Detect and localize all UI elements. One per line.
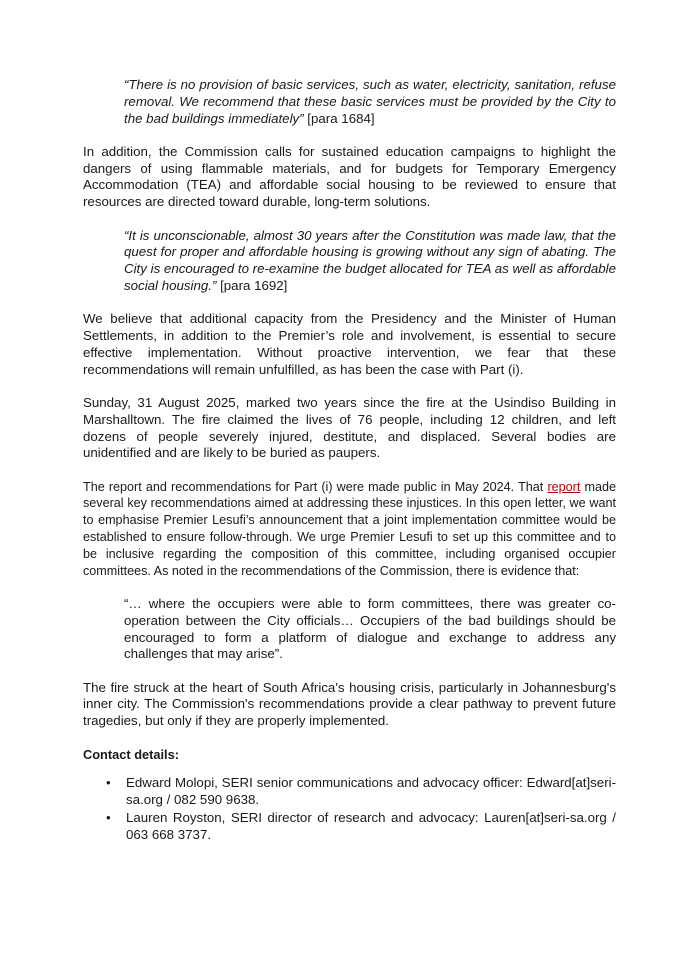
contact-text: Lauren Royston, SERI director of research and advocacy: Lauren[at]seri-sa.org / 063 668 3737. [126,809,616,842]
quote-text: “There is no provision of basic services, such as water, electricity, sanitation, refuse removal. We recommend that these basic services must be provided by the City to the bad buildings immediately” [124,77,616,126]
para-text-after-link: made several key recommendations aimed at addressing these injustices. In this open letter, we want to emphasise Premier Lesufi’s announcement that a joint implementation committee would be established to ensure follow-through. We urge Premier Lesufi to set up this committee and to be inclusive regarding the composition of this committee, including organised occupier committees. As noted in the recommendations of the Commission, there is evidence that: [83,479,616,578]
contact-item-lauren-royston [83,810,616,844]
quote-reference: [para 1684] [303,110,375,126]
paragraph-report-recommendations [83,479,616,580]
paragraph-housing-crisis: The fire struck at the heart of South Africa's housing crisis, particularly in Johannesburg's inner city. The Commission's recommendations provide a clear pathway to prevent future tragedies, but only if they are properly implemented. [83,679,616,729]
bullet-icon: • [106,775,111,791]
contact-item-edward-molopi [83,775,616,809]
quote-para-1692 [124,228,616,295]
para-text-before-link: The report and recommendations for Part (i) were made public in May 2024. That [83,479,548,494]
contact-list [83,775,616,843]
quote-para-1684 [124,77,616,127]
paragraph-additional-capacity: We believe that additional capacity from the Presidency and the Minister of Human Settlements, in addition to the Premier’s role and involvement, is essential to secure effective implementation. Without proactive intervention, we fear that these recommendations will remain unfulfilled, as has been the case with Part (i). [83,311,616,377]
contact-details-heading: Contact details: [83,746,179,762]
quote-reference: [para 1692] [216,277,288,293]
document-page [83,77,616,844]
contact-text: Edward Molopi, SERI senior communications and advocacy officer: Edward[at]seri-sa.org / 082 590 9638. [126,775,616,808]
bullet-icon: • [106,809,111,825]
quote-occupier-committees: “… where the occupiers were able to form committees, there was greater co-operation between the City officials… Occupiers of the bad buildings should be encouraged to form a platform of dialogue and exchange to address any challenges that may arise”. [124,595,616,662]
paragraph-anniversary: Sunday, 31 August 2025, marked two years since the fire at the Usindiso Building in Marshalltown. The fire claimed the lives of 76 people, including 12 children, and left dozens of people severely injured, destitute, and displaced. Several bodies are unidentified and are likely to be buried as paupers. [83,394,616,461]
quote-text: “It is unconscionable, almost 30 years after the Constitution was made law, that the quest for proper and affordable housing is growing without any sign of abating. The City is encouraged to re-examine the budget allocated for TEA as well as affordable social housing.” [124,227,616,293]
paragraph-education-campaigns: In addition, the Commission calls for sustained education campaigns to highlight the dangers of using flammable materials, and for budgets for Temporary Emergency Accommodation (TEA) and affordable social housing to be reviewed to ensure that resources are directed toward durable, long-term solutions. [83,143,616,210]
report-link[interactable]: report [547,479,581,494]
